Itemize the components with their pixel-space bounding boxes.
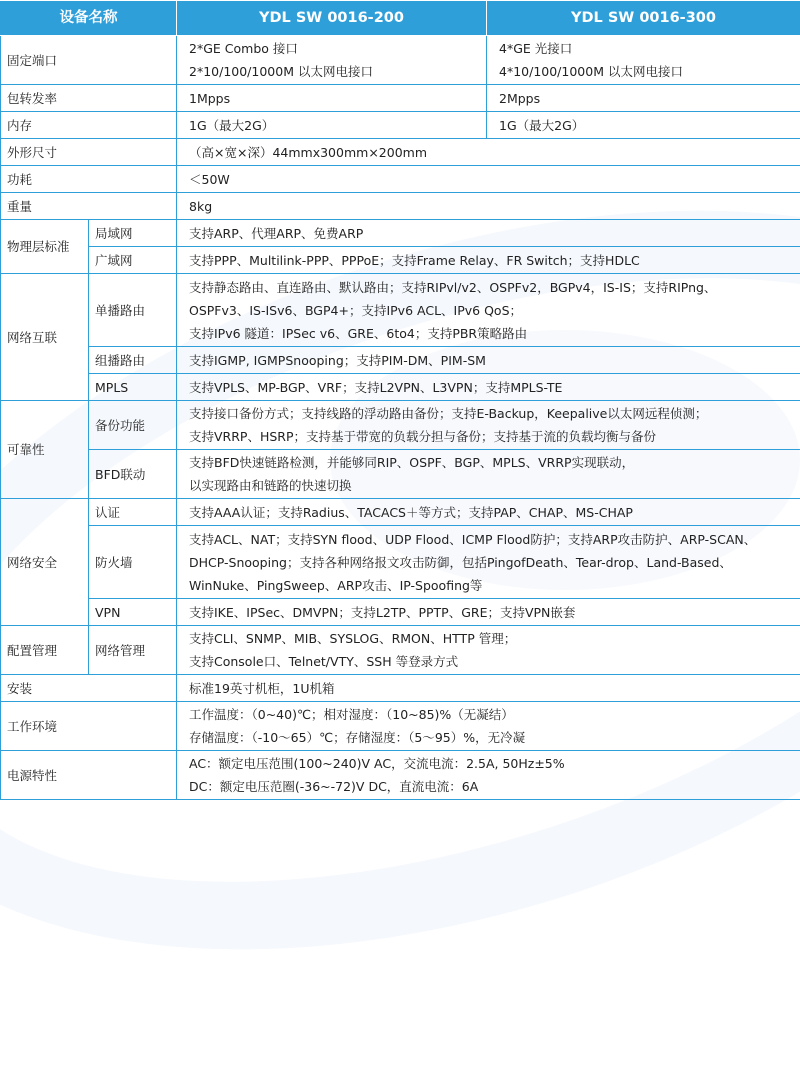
row-memory <box>1 112 800 139</box>
label-reliability: 可靠性 <box>1 401 89 499</box>
unicast-line: 支持IPv6 隧道：IPSec v6、GRE、6to4；支持PBR策略路由 <box>189 322 794 345</box>
value-firewall <box>177 526 800 599</box>
value-memory-a: 1G（最大2G） <box>177 112 487 139</box>
row-power-consumption <box>1 166 800 193</box>
row-mgmt <box>1 626 800 675</box>
value-multicast: 支持IGMP, IGMPSnooping；支持PIM-DM、PIM-SM <box>177 347 800 374</box>
backup-line: 支持接口备份方式；支持线路的浮动路由备份；支持E-Backup，Keepalive以太网远程侦测； <box>189 402 794 425</box>
label-install: 安装 <box>1 675 177 702</box>
value-power-consumption: ＜50W <box>177 166 800 193</box>
label-power-consumption: 功耗 <box>1 166 177 193</box>
label-bfd: BFD联动 <box>89 450 177 499</box>
value-wan: 支持PPP、Multilink-PPP、PPPoE；支持Frame Relay、FR Switch；支持HDLC <box>177 247 800 274</box>
header-row <box>1 1 800 36</box>
header-model-a: YDL SW 0016-200 <box>177 1 487 36</box>
power-line: AC：额定电压范围(100~240)V AC，交流电流：2.5A, 50Hz±5% <box>189 752 794 775</box>
row-weight <box>1 193 800 220</box>
mgmt-line: 支持Console口、Telnet/VTY、SSH 等登录方式 <box>189 650 794 673</box>
value-lan: 支持ARP、代理ARP、免费ARP <box>177 220 800 247</box>
value-mpls: 支持VPLS、MP-BGP、VRF；支持L2VPN、L3VPN；支持MPLS-TE <box>177 374 800 401</box>
label-security: 网络安全 <box>1 499 89 626</box>
row-power <box>1 751 800 800</box>
ports-b-line: 4*GE 光接口 <box>499 37 794 60</box>
value-ports-b <box>487 36 800 85</box>
firewall-line: DHCP-Snooping；支持各种网络报文攻击防御，包括PingofDeath、Tear-drop、Land-Based、 <box>189 551 794 574</box>
label-mgmt: 网络管理 <box>89 626 177 675</box>
label-unicast: 单播路由 <box>89 274 177 347</box>
row-bfd <box>1 450 800 499</box>
label-auth: 认证 <box>89 499 177 526</box>
label-power: 电源特性 <box>1 751 177 800</box>
row-install <box>1 675 800 702</box>
label-dimensions: 外形尺寸 <box>1 139 177 166</box>
mgmt-line: 支持CLI、SNMP、MIB、SYSLOG、RMON、HTTP 管理； <box>189 627 794 650</box>
value-bfd <box>177 450 800 499</box>
value-vpn: 支持IKE、IPSec、DMVPN；支持L2TP、PPTP、GRE；支持VPN嵌套 <box>177 599 800 626</box>
label-multicast: 组播路由 <box>89 347 177 374</box>
row-forwarding <box>1 85 800 112</box>
label-wan: 广域网 <box>89 247 177 274</box>
environment-line: 工作温度：（0~40)℃；相对湿度：（10~85)%（无凝结） <box>189 703 794 726</box>
value-environment <box>177 702 800 751</box>
value-memory-b: 1G（最大2G） <box>487 112 800 139</box>
value-forwarding-a: 1Mpps <box>177 85 487 112</box>
value-auth: 支持AAA认证；支持Radius、TACACS＋等方式；支持PAP、CHAP、MS-CHAP <box>177 499 800 526</box>
row-physical-lan <box>1 220 800 247</box>
row-multicast <box>1 347 800 374</box>
bfd-line: 以实现路由和链路的快速切换 <box>189 474 794 497</box>
label-ports: 固定端口 <box>1 36 177 85</box>
row-unicast <box>1 274 800 347</box>
bfd-line: 支持BFD快速链路检测，并能够同RIP、OSPF、BGP、MPLS、VRRP实现联动， <box>189 451 794 474</box>
header-model-b: YDL SW 0016-300 <box>487 1 800 36</box>
value-power <box>177 751 800 800</box>
value-mgmt <box>177 626 800 675</box>
value-install: 标准19英寸机柜，1U机箱 <box>177 675 800 702</box>
ports-a-line: 2*GE Combo 接口 <box>189 37 480 60</box>
ports-a-line: 2*10/100/1000M 以太网电接口 <box>189 60 480 83</box>
unicast-line: OSPFv3、IS-ISv6、BGP4+；支持IPv6 ACL、IPv6 QoS； <box>189 299 794 322</box>
row-dimensions <box>1 139 800 166</box>
value-dimensions: （高×宽×深）44mmx300mm×200mm <box>177 139 800 166</box>
value-forwarding-b: 2Mpps <box>487 85 800 112</box>
label-lan: 局域网 <box>89 220 177 247</box>
row-environment <box>1 702 800 751</box>
value-ports-a <box>177 36 487 85</box>
label-weight: 重量 <box>1 193 177 220</box>
environment-line: 存储温度：（-10～65）℃；存储湿度：（5～95）%，无冷凝 <box>189 726 794 749</box>
firewall-line: 支持ACL、NAT；支持SYN flood、UDP Flood、ICMP Flood防护；支持ARP攻击防护、ARP-SCAN、 <box>189 528 794 551</box>
label-backup: 备份功能 <box>89 401 177 450</box>
row-backup <box>1 401 800 450</box>
row-vpn <box>1 599 800 626</box>
value-weight: 8kg <box>177 193 800 220</box>
label-environment: 工作环境 <box>1 702 177 751</box>
label-vpn: VPN <box>89 599 177 626</box>
header-device-name: 设备名称 <box>1 1 177 36</box>
label-firewall: 防火墙 <box>89 526 177 599</box>
label-physical: 物理层标准 <box>1 220 89 274</box>
backup-line: 支持VRRP、HSRP；支持基于带宽的负载分担与备份；支持基于流的负载均衡与备份 <box>189 425 794 448</box>
unicast-line: 支持静态路由、直连路由、默认路由；支持RIPvl/v2、OSPFv2，BGPv4，IS-IS；支持RIPng、 <box>189 276 794 299</box>
label-forwarding: 包转发率 <box>1 85 177 112</box>
ports-b-line: 4*10/100/1000M 以太网电接口 <box>499 60 794 83</box>
row-firewall <box>1 526 800 599</box>
value-backup <box>177 401 800 450</box>
firewall-line: WinNuke、PingSweep、ARP攻击、IP-Spoofing等 <box>189 574 794 597</box>
row-auth <box>1 499 800 526</box>
row-ports <box>1 36 800 85</box>
label-memory: 内存 <box>1 112 177 139</box>
power-line: DC：额定电压范圈(-36~-72)V DC，直流电流：6A <box>189 775 794 798</box>
value-unicast <box>177 274 800 347</box>
row-mpls <box>1 374 800 401</box>
row-physical-wan <box>1 247 800 274</box>
label-mpls: MPLS <box>89 374 177 401</box>
label-interconnect: 网络互联 <box>1 274 89 401</box>
label-config: 配置管理 <box>1 626 89 675</box>
